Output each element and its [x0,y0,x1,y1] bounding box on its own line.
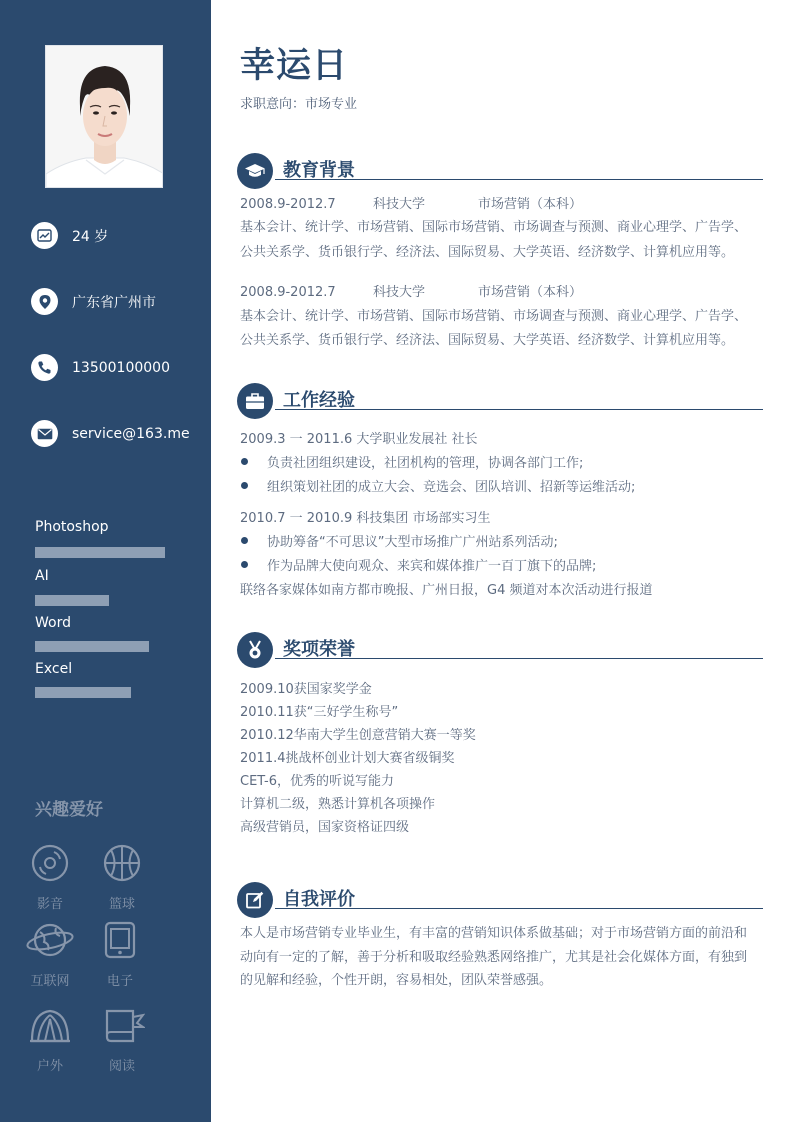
graduation-cap-icon [237,153,273,189]
education-school: 科技大学 [373,285,426,300]
tablet-icon [100,920,140,964]
basketball-icon [102,843,142,887]
work-bullet-text: 协助筹备“不可思议”大型市场推广广州站系列活动; [267,535,558,550]
award-item: 计算机二级，熟悉计算机各项操作 [240,797,436,812]
hobby-item [22,920,78,989]
award-item: 高级营销员，国家资格证四级 [240,820,410,835]
skill-name: Excel [35,661,73,677]
section-self-evaluation [237,882,763,922]
hobby-label: 电子 [106,974,133,989]
bullet-dot [241,482,248,489]
education-major: 市场营销（本科） [478,285,583,300]
education-period: 2008.9-2012.7 [240,197,336,212]
tent-icon [28,1005,72,1049]
bullet-dot [241,537,248,544]
contact-age-text: 24 岁 [72,228,109,245]
skill-name: Word [35,615,71,631]
sidebar [0,0,211,1122]
education-courses-line: 公共关系学、货币银行学、经济法、国际贸易、大学英语、经济数学、计算机应用等。 [240,333,735,348]
hobby-item [94,1005,150,1074]
hobby-item [22,1005,78,1074]
book-icon [99,1005,145,1049]
contact-phone [31,354,170,381]
contact-email-text: service@163.me [72,425,190,442]
education-major: 市场营销（本科） [478,197,583,212]
contact-location [31,288,156,315]
work-bullet-text: 负责社团组织建设，社团机构的管理，协调各部门工作; [267,456,584,471]
candidate-name: 幸运日 [240,46,349,86]
education-entry-header [240,281,582,300]
education-school: 科技大学 [373,197,426,212]
education-courses-line: 公共关系学、货币银行学、经济法、国际贸易、大学英语、经济数学、计算机应用等。 [240,245,735,260]
education-period: 2008.9-2012.7 [240,285,336,300]
skill-name: AI [35,568,49,584]
phone-icon [31,354,58,381]
profile-photo [45,45,163,188]
contact-location-text: 广东省广州市 [72,294,156,311]
award-item: 2010.11获“三好学生称号” [240,705,399,720]
skill-bar-track [35,687,165,698]
skill-name: Photoshop [35,519,109,535]
section-divider [275,908,763,909]
section-title: 工作经验 [283,390,355,411]
award-item: 2009.10获国家奖学金 [240,682,372,697]
section-divider [275,179,763,180]
work-extra-line: 联络各家媒体如南方都市晚报、广州日报，G4 频道对本次活动进行报道 [240,583,653,598]
skill-bar-track [35,595,165,606]
contact-email [31,420,190,447]
self-evaluation-line: 本人是市场营销专业毕业生，有丰富的营销知识体系做基础；对于市场营销方面的前沿和 [240,926,748,941]
edit-icon [237,882,273,918]
location-icon [31,288,58,315]
education-courses-line: 基本会计、统计学、市场营销、国际市场营销、市场调查与预测、商业心理学、广告学、 [240,220,748,235]
hobby-item [94,843,150,912]
section-divider [275,409,763,410]
work-bullet-text: 作为品牌大使向观众、来宾和媒体推广一百丁旗下的品牌; [267,559,597,574]
section-education [237,153,763,193]
award-item: CET-6，优秀的听说写能力 [240,774,395,789]
education-entry-header [240,193,582,212]
self-evaluation-line: 的见解和经验，个性开朗，容易相处，团队荣誉感强。 [240,973,553,988]
hobby-label: 户外 [36,1059,63,1074]
skill-bar-track [35,547,165,558]
briefcase-icon [237,383,273,419]
section-awards [237,632,763,672]
education-courses-line: 基本会计、统计学、市场营销、国际市场营销、市场调查与预测、商业心理学、广告学、 [240,309,748,324]
bullet-dot [241,561,248,568]
hobby-label: 篮球 [108,897,135,912]
job-intent: 求职意向：市场专业 [240,97,358,112]
section-divider [275,658,763,659]
skill-bar [35,687,131,698]
work-entry-header: 2010.7 一 2010.9 科技集团 市场部实习生 [240,511,491,526]
hobby-item [92,920,148,989]
skill-bar [35,641,149,652]
skill-bar [35,547,165,558]
hobby-title: 兴趣爱好 [35,800,103,820]
chart-icon [31,222,58,249]
section-title: 奖项荣誉 [283,639,355,660]
hobby-item [22,843,78,912]
bullet-dot [241,458,248,465]
section-title: 教育背景 [283,160,355,181]
award-item: 2010.12华南大学生创意营销大赛一等奖 [240,728,476,743]
medal-icon [237,632,273,668]
section-work [237,383,763,423]
skill-bar [35,595,109,606]
hobby-label: 阅读 [108,1059,135,1074]
hobby-label: 互联网 [30,974,70,989]
skill-bar-track [35,641,165,652]
contact-age [31,222,108,249]
self-evaluation-line: 动向有一定的了解，善于分析和吸取经验熟悉网络推广，尤其是社会化媒体方面，有独到 [240,949,748,965]
work-bullet-text: 组织策划社团的成立大会、竞选会、团队培训、招新等运维活动; [267,480,636,495]
music-disc-icon [30,843,70,887]
self-evaluation-text [240,922,768,993]
work-entry-header: 2009.3 一 2011.6 大学职业发展社 社长 [240,432,478,447]
section-title: 自我评价 [283,889,355,910]
globe-icon [26,920,74,964]
hobby-label: 影音 [36,897,63,912]
mail-icon [31,420,58,447]
contact-phone-text: 13500100000 [72,359,170,376]
award-item: 2011.4挑战杯创业计划大赛省级铜奖 [240,751,455,766]
